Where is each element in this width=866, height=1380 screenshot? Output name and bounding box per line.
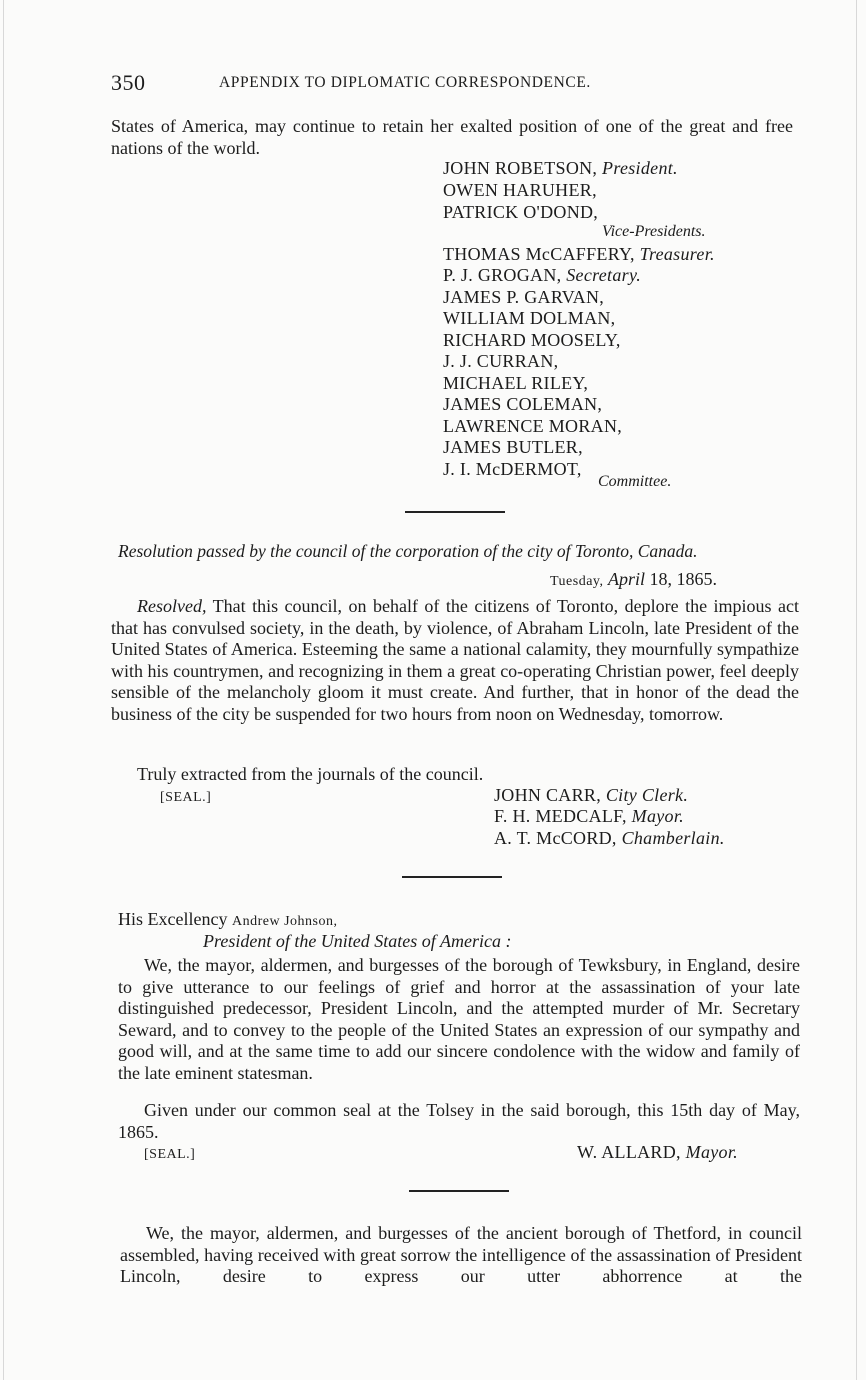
tewksbury-body: We, the mayor, aldermen, and burgesses of the borough of Tewksbury, in England, desire to give utterance to our feelings of grief and horror at the assassination of your late distinguished predecessor, President Lincoln, and the attempted murder of Mr. Secretary Seward, and to convey to the people of the United States an expression of our sympathy and good will, and at the same time to add our sincere condolence with the widow and family of the late eminent statesman.	[118, 955, 800, 1083]
page-number: 350	[111, 70, 146, 95]
signatory-line: JAMES P. GARVAN,	[443, 287, 605, 307]
running-header	[111, 70, 811, 96]
thetford-body: We, the mayor, aldermen, and burgesses of the ancient borough of Thetford, in council assembled, having received with great sorrow the intelligence of the assassination of President Lincoln, desire to express our utter abhorrence at the	[120, 1223, 802, 1286]
intro-paragraph: States of America, may continue to retain her exalted position of one of the great and free nations of the world.	[111, 116, 793, 158]
toronto-signer: A. T. McCORD, Chamberlain.	[494, 828, 725, 848]
toronto-resolution: Resolved, That this council, on behalf of the citizens of Toronto, deplore the impious act that has convulsed society, in the death, by violence, of Abraham Lincoln, late President of the United States of America. Esteeming the same a national calamity, they mournfully sympathize with his countrymen, and recognizing in them a great co-operating Christian power, feel deeply sensible of the melancholy gloom it must create. And further, that in honor of the dead the business of the city be suspended for two hours from noon on Wednesday, tomorrow.	[111, 596, 799, 724]
tewksbury-seal: [SEAL.]	[144, 1147, 196, 1162]
section-divider	[409, 1190, 509, 1192]
signatory-line: OWEN HARUHER,	[443, 180, 597, 200]
signatory-line: MICHAEL RILEY,	[443, 373, 589, 393]
section-divider	[405, 511, 505, 513]
section-divider	[402, 876, 502, 878]
signatory-line: WILLIAM DOLMAN,	[443, 308, 616, 328]
signatory-line: P. J. GROGAN, Secretary.	[443, 265, 642, 285]
signatory-line: JAMES COLEMAN,	[443, 394, 603, 414]
signatory-line: J. J. CURRAN,	[443, 351, 559, 371]
signatory-line: PATRICK O'DOND,	[443, 202, 599, 222]
signatory-role: Committee.	[598, 473, 672, 490]
toronto-signer: JOHN CARR, City Clerk.	[494, 785, 689, 805]
toronto-seal: [SEAL.]	[160, 790, 212, 805]
page-edge-left	[3, 0, 4, 1380]
signatory-line: JOHN ROBETSON, President.	[443, 158, 678, 178]
tewksbury-given: Given under our common seal at the Tolsey in the said borough, this 15th day of May, 1865.	[118, 1100, 800, 1142]
page-edge-right	[856, 0, 857, 1380]
signatory-line: THOMAS McCAFFERY, Treasurer.	[443, 244, 715, 264]
toronto-date: Tuesday, April 18, 1865.	[550, 569, 718, 589]
resolved-word: Resolved,	[137, 596, 207, 616]
signatory-line: JAMES BUTLER,	[443, 437, 583, 457]
tewksbury-signer: W. ALLARD, Mayor.	[577, 1142, 738, 1162]
toronto-heading: Resolution passed by the council of the corporation of the city of Toronto, Canada.	[118, 541, 698, 561]
toronto-signer: F. H. MEDCALF, Mayor.	[494, 806, 684, 826]
signatory-line: J. I. McDERMOT,	[443, 459, 582, 479]
tewksbury-salutation: His Excellency Andrew Johnson,	[118, 909, 338, 929]
tewksbury-addressee-title: President of the United States of America :	[203, 931, 512, 951]
signatory-role: Vice-Presidents.	[602, 223, 706, 240]
signatory-line: LAWRENCE MORAN,	[443, 416, 623, 436]
signatory-line: RICHARD MOOSELY,	[443, 330, 621, 350]
running-title: APPENDIX TO DIPLOMATIC CORRESPONDENCE.	[219, 74, 591, 91]
toronto-extract-line: Truly extracted from the journals of the council.	[137, 764, 484, 784]
